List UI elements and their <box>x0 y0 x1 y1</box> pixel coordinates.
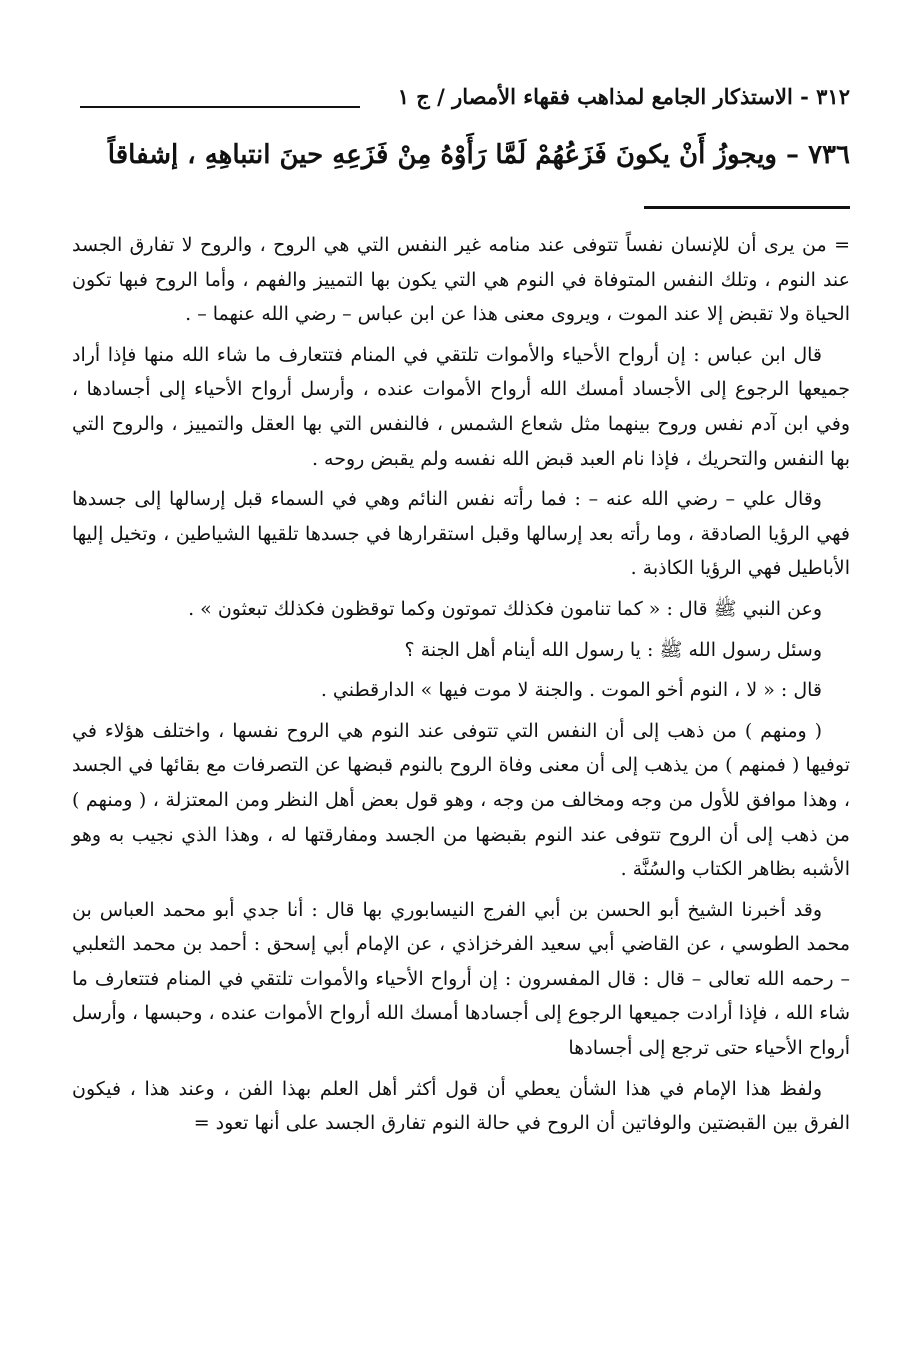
running-title: ٣١٢ - الاستذكار الجامع لمذاهب فقهاء الأمصار / ج ١ <box>397 84 850 109</box>
header-rule <box>80 106 360 108</box>
verse-line: ٧٣٦ – ويجوزُ أَنْ يكونَ فَزَعُهُمْ لَمَّا رَأَوْهُ مِنْ فَزَعِهِ حينَ انتباهِهِ ، إشفاقاً <box>107 140 850 170</box>
footnote-separator <box>644 206 850 209</box>
paragraph: = من يرى أن للإنسان نفساً تتوفى عند منامه غير النفس التي هي الروح ، والروح لا تفارق الجسد عند النوم ، وتلك النفس المتوفاة في النوم هي التي يكون بها التمييز والفهم ، وأما الروح فبها تكون الحياة ولا تقبض إلا عند الموت ، ويروى معنى هذا عن ابن عباس – رضي الله عنهما – . <box>72 234 850 326</box>
paragraph: قال : « لا ، النوم أخو الموت . والجنة لا موت فيها » الدارقطني . <box>320 679 822 702</box>
paragraph: وقال علي – رضي الله عنه – : فما رأته نفس النائم وهي في السماء قبل إرسالها إلى جسدها فهي الرؤيا الصادقة ، وما رأته بعد إرسالها وقبل استقرارها في جسدها تلقيها الشياطين ، وتخيل إليها الأباطيل فهي الرؤيا الكاذبة . <box>72 488 850 580</box>
paragraph: وقد أخبرنا الشيخ أبو الحسن بن أبي الفرج النيسابوري بها قال : أنا جدي أبو محمد العباس بن محمد الطوسي ، عن القاضي أبي سعيد الفرخزاذي ، عن الإمام أبي إسحق : أحمد بن محمد الثعلبي – رحمه الله تعالى – قال : قال المفسرون : إن أرواح الأحياء والأموات تلتقي في المنام فتتعارف ما شاء الله ، فإذا أرادت جميعها الرجوع إلى أجسادها أمسك الله أرواح الأموات عنده ، وحبسها ، وأرسل أرواح الأحياء حتى ترجع إلى أجسادها <box>72 898 850 1060</box>
paragraph: ولفظ هذا الإمام في هذا الشأن يعطي أن قول أكثر أهل العلم بهذا الفن ، وعند هذا ، فيكون الفرق بين القبضتين والوفاتين أن الروح في حالة النوم تفارق الجسد على أنها تعود = <box>72 1077 850 1135</box>
page-header <box>80 78 850 118</box>
paragraph: قال ابن عباس : إن أرواح الأحياء والأموات تلتقي في المنام فتتعارف ما شاء الله منها فإذا أراد جميعها الرجوع إلى الأجساد أمسك الله أرواح الأموات عنده ، وأرسل أرواح الأحياء إلى أجسادها ، وفي ابن آدم نفس وروح بينهما مثل شعاع الشمس ، فالنفس التي بها العقل والتمييز ، والروح التي بها النفس والتحريك ، فإذا نام العبد قبض الله نفسه ولم يقبض روحه . <box>72 343 850 470</box>
footnote-body <box>72 228 850 1147</box>
paragraph: ( ومنهم ) من ذهب إلى أن النفس التي تتوفى عند النوم هي الروح نفسها ، واختلف هؤلاء في توفيها ( فمنهم ) من يذهب إلى أن معنى وفاة الروح بالنوم قبضها عن التصرفات مع بقائها في الجسد ، وهذا موافق للأول من وجه ومخالف من وجه ، وهو قول بعض أهل النظر ومن المعتزلة ، ( ومنهم ) من ذهب إلى أن الروح تتوفى عند النوم بقبضها من الجسد ومفارقتها له ، وهذا الذي نجيب به وهو الأشبه بظاهر الكتاب والسُنَّة . <box>72 719 850 881</box>
paragraph: وسئل رسول الله ﷺ : يا رسول الله أينام أهل الجنة ؟ <box>404 638 822 661</box>
paragraph: وعن النبي ﷺ قال : « كما تنامون فكذلك تموتون وكما توقظون فكذلك تبعثون » . <box>188 597 822 620</box>
